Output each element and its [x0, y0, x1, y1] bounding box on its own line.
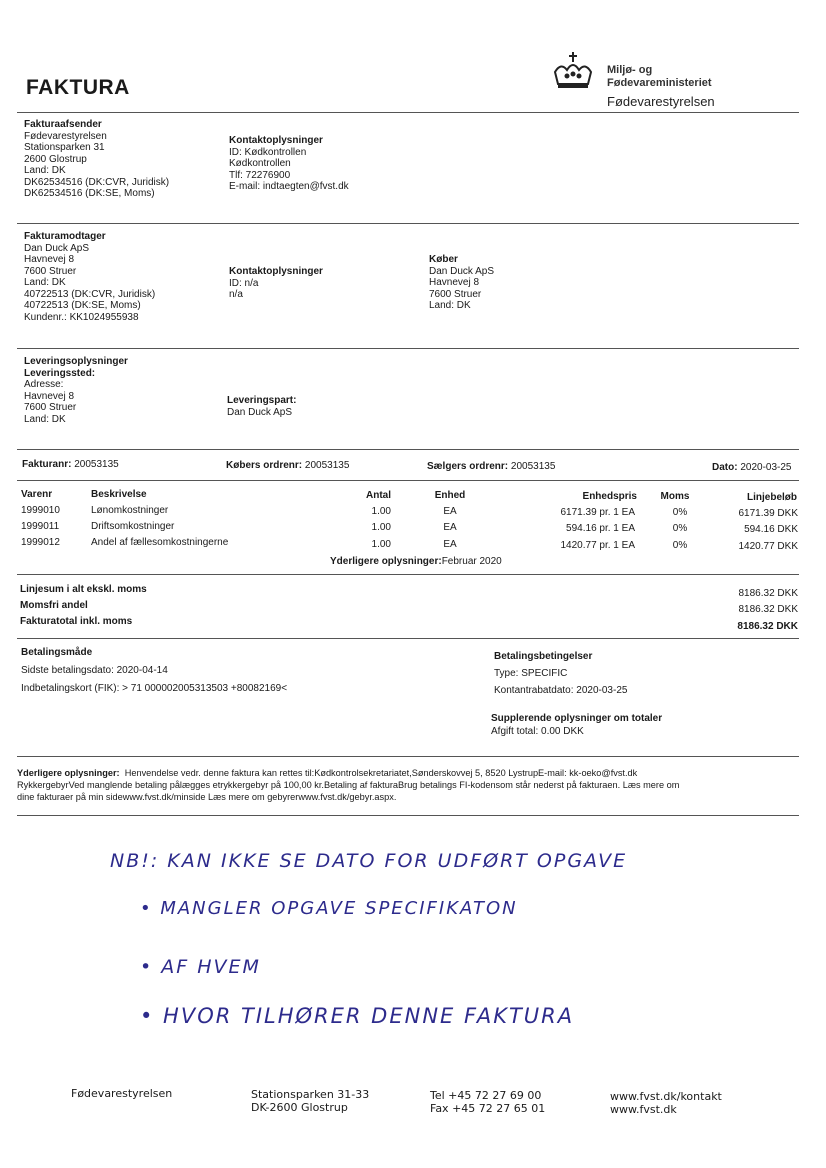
col-header-varenr: Varenr: [21, 489, 53, 500]
payment-fik: Indbetalingskort (FIK): > 71 000002005313503 +80082169<: [21, 683, 288, 694]
divider: [17, 638, 799, 639]
sender-contact-line: Kødkontrollen: [229, 158, 291, 169]
item-enhed: EA: [443, 506, 457, 517]
sender-line: Land: DK: [24, 165, 66, 176]
sender-block: [24, 119, 169, 200]
item-varenr: 1999010: [21, 505, 60, 516]
item-belob: 1420.77 DKK: [738, 541, 798, 552]
invoice-number: [22, 459, 119, 471]
recipient-line: 40722513 (DK:CVR, Juridisk): [24, 288, 156, 300]
buyer-block: [429, 254, 494, 312]
footer-address-line: Stationsparken 31-33: [251, 1088, 370, 1101]
items-extra-label: Yderligere oplysninger:: [330, 556, 442, 567]
delivery-line: Adresse:: [24, 379, 64, 390]
footer-org: Fødevarestyrelsen: [71, 1087, 173, 1100]
supplementary-heading: Supplerende oplysninger om totaler: [491, 713, 663, 724]
col-header-moms: Moms: [660, 491, 690, 502]
payment-due-date: Sidste betalingsdato: 2020-04-14: [21, 665, 168, 676]
col-header-pris: Enhedspris: [582, 491, 637, 502]
divider: [17, 574, 799, 575]
recipient-contact-line: ID: n/a: [229, 277, 259, 289]
invoice-date: [712, 462, 792, 474]
item-pris: 6171.39 pr. 1 EA: [560, 507, 635, 518]
item-moms: 0%: [672, 523, 688, 534]
delivery-heading: Leveringsoplysninger: [24, 356, 128, 367]
divider: [17, 223, 799, 224]
delivery-line: Land: DK: [24, 413, 66, 425]
items-extra-value: Februar 2020: [441, 556, 502, 567]
item-enhed: EA: [443, 539, 457, 550]
sender-line: DK62534516 (DK:SE, Moms): [24, 188, 155, 199]
sender-heading: Fakturaafsender: [24, 119, 102, 130]
footer-address-line: DK-2600 Glostrup: [251, 1101, 348, 1114]
additional-info-line: dine fakturaer på min sidewww.fvst.dk/minside Læs mere om gebyrerwww.fvst.dk/gebyr.aspx.: [17, 792, 397, 802]
vat-free-value: 8186.32 DKK: [738, 604, 798, 615]
line-sum-value: 8186.32 DKK: [738, 588, 798, 599]
buyer-line: 7600 Struer: [429, 288, 482, 300]
handwritten-note: • AF HVEM: [140, 956, 261, 978]
item-belob: 6171.39 DKK: [738, 508, 798, 519]
item-moms: 0%: [672, 540, 688, 551]
delivery-line: 7600 Struer: [24, 402, 77, 413]
recipient-contact-block: [229, 266, 323, 301]
item-antal: 1.00: [371, 539, 391, 550]
payment-terms-date: Kontantrabatdato: 2020-03-25: [494, 685, 628, 696]
additional-info-line: Henvendelse vedr. denne faktura kan rettes til:Kødkontrolsekretariatet,Sønderskovvej 5, 8520 LystrupE-mail: kk-oeko@fvst.dk: [124, 768, 638, 778]
delivery-party-block: [227, 395, 296, 418]
sender-line: 2600 Glostrup: [24, 153, 87, 165]
payment-method-heading: Betalingsmåde: [21, 647, 93, 658]
sender-contact-line: ID: Kødkontrollen: [229, 146, 307, 158]
item-varenr: 1999012: [21, 537, 60, 548]
ministry-name: [607, 64, 712, 90]
col-header-antal: Antal: [366, 490, 391, 501]
footer-fax: Fax +45 72 27 65 01: [430, 1102, 546, 1115]
footer-phone: [430, 1089, 545, 1115]
invoice-date-value: 2020-03-25: [740, 462, 792, 473]
buyer-order-value: 20053135: [304, 460, 350, 471]
recipient-line: Havnevej 8: [24, 254, 75, 265]
ministry-line2: Fødevareministeriet: [607, 77, 712, 89]
item-desc: Lønomkostninger: [91, 505, 169, 516]
divider: [17, 756, 799, 757]
delivery-party: Dan Duck ApS: [227, 406, 293, 418]
delivery-party-label: Leveringspart:: [227, 395, 297, 406]
agency-name: Fødevarestyrelsen: [607, 94, 715, 109]
handwritten-note: NB!: KAN IKKE SE DATO FOR UDFØRT OPGAVE: [110, 850, 628, 872]
item-antal: 1.00: [371, 522, 391, 533]
buyer-heading: Køber: [429, 254, 458, 265]
sender-contact-email: E-mail: indtaegten@fvst.dk: [229, 181, 349, 192]
footer-tel: Tel +45 72 27 69 00: [430, 1089, 542, 1102]
item-desc: Andel af fællesomkostningerne: [91, 537, 229, 548]
seller-order-label: Sælgers ordrenr:: [427, 461, 509, 472]
sender-contact-block: [229, 135, 349, 193]
vat-free-label: Momsfri andel: [20, 600, 88, 611]
col-header-belob: Linjebeløb: [747, 492, 797, 503]
customer-number: Kundenr.: KK1024955938: [24, 311, 139, 323]
invoice-total-label: Fakturatotal inkl. moms: [20, 616, 133, 627]
sender-line: Stationsparken 31: [24, 142, 105, 153]
payment-terms-heading: Betalingsbetingelser: [494, 651, 593, 662]
recipient-contact-line: n/a: [229, 289, 243, 300]
footer-web: [610, 1090, 722, 1116]
supplementary-value: Afgift total: 0.00 DKK: [491, 726, 584, 737]
footer-web-link[interactable]: www.fvst.dk: [610, 1103, 677, 1116]
buyer-line: Havnevej 8: [429, 277, 480, 288]
item-pris: 1420.77 pr. 1 EA: [560, 540, 635, 551]
divider: [17, 815, 799, 816]
additional-info-line: RykkergebyrVed manglende betaling pålægges etrykkergebyr på 100,00 kr.Betaling af fakturaBrug betalings FI-kodensom står nederst på fakturaen. Læs mere om: [17, 780, 680, 790]
col-header-enhed: Enhed: [434, 490, 466, 501]
sender-line: Fødevarestyrelsen: [24, 130, 107, 142]
item-belob: 594.16 DKK: [744, 524, 798, 535]
ministry-line1: Miljø- og: [607, 64, 653, 76]
additional-info: [17, 767, 679, 803]
footer-address: [251, 1088, 369, 1114]
col-header-desc: Beskrivelse: [91, 489, 147, 500]
buyer-line: Land: DK: [429, 300, 471, 311]
handwritten-note: • HVOR TILHØRER DENNE FAKTURA: [140, 1004, 575, 1028]
line-sum-label: Linjesum i alt ekskl. moms: [20, 584, 147, 595]
item-pris: 594.16 pr. 1 EA: [566, 523, 635, 534]
seller-order-value: 20053135: [510, 461, 556, 472]
buyer-order-number: [226, 460, 349, 472]
items-extra-info: [330, 556, 502, 568]
seller-order-number: [427, 461, 555, 473]
divider: [17, 348, 799, 349]
recipient-heading: Fakturamodtager: [24, 231, 106, 242]
divider: [17, 449, 799, 450]
recipient-line: Dan Duck ApS: [24, 242, 90, 254]
recipient-line: 7600 Struer: [24, 265, 77, 277]
sender-contact-heading: Kontaktoplysninger: [229, 135, 323, 146]
recipient-line: 40722513 (DK:SE, Moms): [24, 300, 141, 311]
item-desc: Driftsomkostninger: [91, 521, 175, 532]
divider: [17, 480, 799, 481]
item-antal: 1.00: [371, 506, 391, 517]
sender-line: DK62534516 (DK:CVR, Juridisk): [24, 176, 170, 188]
handwritten-note: • MANGLER OPGAVE SPECIFIKATON: [140, 898, 518, 919]
recipient-line: Land: DK: [24, 277, 66, 288]
buyer-line: Dan Duck ApS: [429, 265, 495, 277]
invoice-number-label: Fakturanr:: [22, 459, 72, 470]
delivery-place-label: Leveringssted:: [24, 367, 96, 379]
sender-contact-line: Tlf: 72276900: [229, 169, 291, 181]
buyer-order-label: Købers ordrenr:: [226, 460, 303, 471]
recipient-block: [24, 231, 155, 323]
item-enhed: EA: [443, 522, 457, 533]
payment-terms-type: Type: SPECIFIC: [494, 668, 568, 679]
delivery-line: Havnevej 8: [24, 390, 75, 402]
item-varenr: 1999011: [21, 521, 60, 532]
item-moms: 0%: [672, 507, 688, 518]
invoice-number-value: 20053135: [74, 459, 119, 470]
document-title: FAKTURA: [26, 76, 130, 99]
delivery-block: [24, 356, 128, 425]
footer-web-link[interactable]: www.fvst.dk/kontakt: [610, 1090, 722, 1103]
invoice-date-label: Dato:: [712, 462, 738, 473]
divider: [17, 112, 799, 113]
invoice-total-value: 8186.32 DKK: [737, 621, 798, 632]
additional-info-label: Yderligere oplysninger:: [17, 768, 120, 778]
recipient-contact-heading: Kontaktoplysninger: [229, 266, 323, 277]
crown-logo-icon: [551, 50, 595, 94]
